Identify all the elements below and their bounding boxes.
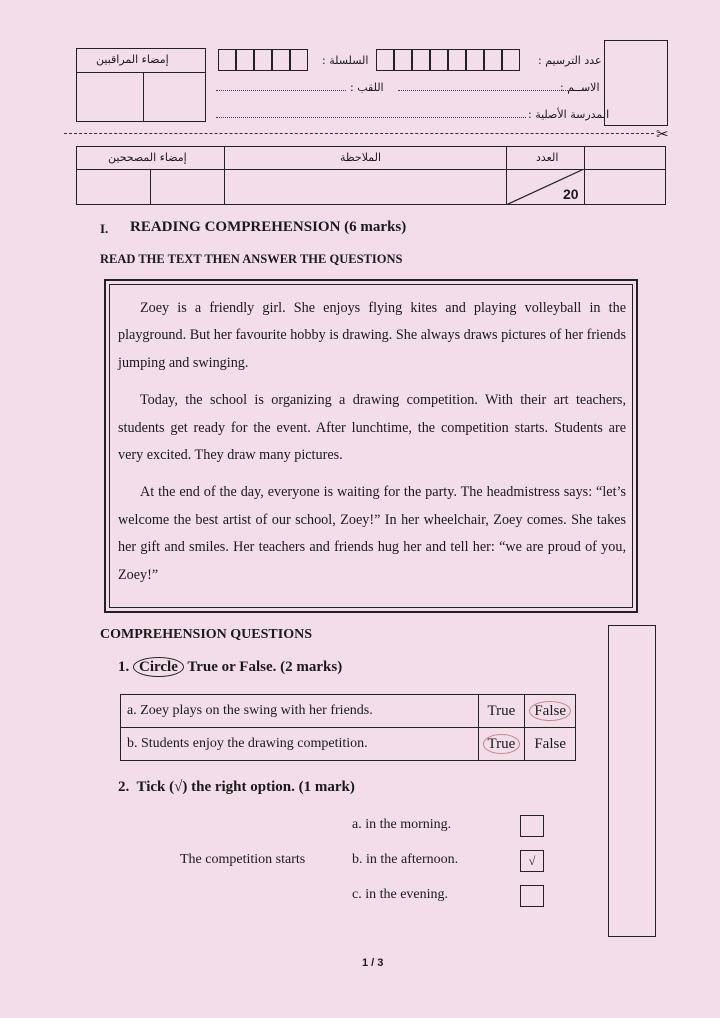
false-label-circled: False (529, 701, 571, 721)
q1-circle-word: Circle (133, 657, 184, 677)
section-title: READING COMPREHENSION (6 marks) (130, 219, 407, 235)
grade-total: 20 (563, 186, 579, 202)
option-b-checkbox[interactable]: √ (520, 850, 544, 872)
grade-col-1 (150, 169, 151, 205)
true-false-table (120, 694, 576, 761)
true-label-circled: True (483, 734, 521, 754)
surname-label: اللقب : (350, 81, 384, 94)
photo-box (604, 40, 668, 126)
series-label: السلسلة : (322, 54, 369, 67)
registration-number-label: عدد الترسيم : (538, 54, 602, 67)
option-c-checkbox[interactable] (520, 885, 544, 907)
statement-b: b. Students enjoy the drawing competition. (121, 728, 479, 761)
true-label: True (487, 702, 516, 719)
q2-stem: The competition starts (180, 852, 306, 867)
scissors-icon: ✂ (656, 125, 669, 143)
option-c-text: c. in the evening. (352, 887, 449, 902)
q2-title: 2. Tick (√) the right option. (1 mark) (118, 779, 355, 795)
true-option-b[interactable] (478, 728, 525, 761)
name-dotted-line[interactable] (398, 90, 586, 91)
q1-title (118, 659, 342, 676)
correctors-signature-label: إمضاء المصححين (108, 151, 187, 164)
q1-number: 1. (118, 659, 130, 675)
name-label: الاســم : (560, 81, 600, 94)
passage-paragraph-2: Today, the school is organizing a drawing competition. With their art teachers, students get ready for the event. After lunchtime, the competition starts. Students are very excited. They draw many pictures. (118, 392, 626, 464)
page-number: 1 / 3 (362, 957, 384, 969)
false-option-a[interactable] (525, 695, 576, 728)
grade-col-2 (224, 146, 225, 205)
table-row (121, 695, 576, 728)
score-margin-box (608, 625, 656, 937)
passage-paragraph-3: At the end of the day, everyone is waiting for the party. The headmistress says: “let’s welcome the best artist of our school, Zoey!” In her wheelchair, Zoey comes. She takes her gift and smiles. Her teachers and friends hug her and tell her: “we are proud of you, Zoey!” (118, 484, 626, 583)
true-option-a[interactable] (478, 695, 525, 728)
supervisors-divider (76, 72, 206, 73)
cut-line (64, 133, 654, 134)
remark-label: الملاحظة (340, 151, 382, 164)
option-a-checkbox[interactable] (520, 815, 544, 837)
grade-col-4 (584, 146, 585, 205)
statement-a: a. Zoey plays on the swing with her friends. (121, 695, 479, 728)
grade-label: العدد (536, 151, 559, 164)
original-school-label: المدرسة الأصلية : (528, 108, 610, 121)
passage-paragraph-1: Zoey is a friendly girl. She enjoys flying kites and playing volleyball in the playground. But her favourite hobby is drawing. She always draws pictures of her friends jumping and swinging. (118, 300, 626, 371)
surname-dotted-line[interactable] (216, 90, 346, 91)
supervisors-split (143, 72, 144, 122)
q1-rest: True or False. (2 marks) (187, 659, 343, 675)
false-label: False (534, 735, 566, 752)
questions-heading: COMPREHENSION QUESTIONS (100, 627, 312, 642)
option-a-text: a. in the morning. (352, 817, 452, 832)
school-dotted-line[interactable] (216, 117, 526, 118)
section-number: I. (100, 221, 109, 236)
reading-passage (104, 279, 638, 613)
supervisors-signature-label: إمضاء المراقبين (96, 53, 169, 66)
false-option-b[interactable] (525, 728, 576, 761)
option-b-text: b. in the afternoon. (352, 852, 459, 867)
table-row (121, 728, 576, 761)
section-instruction: READ THE TEXT THEN ANSWER THE QUESTIONS (100, 252, 403, 266)
